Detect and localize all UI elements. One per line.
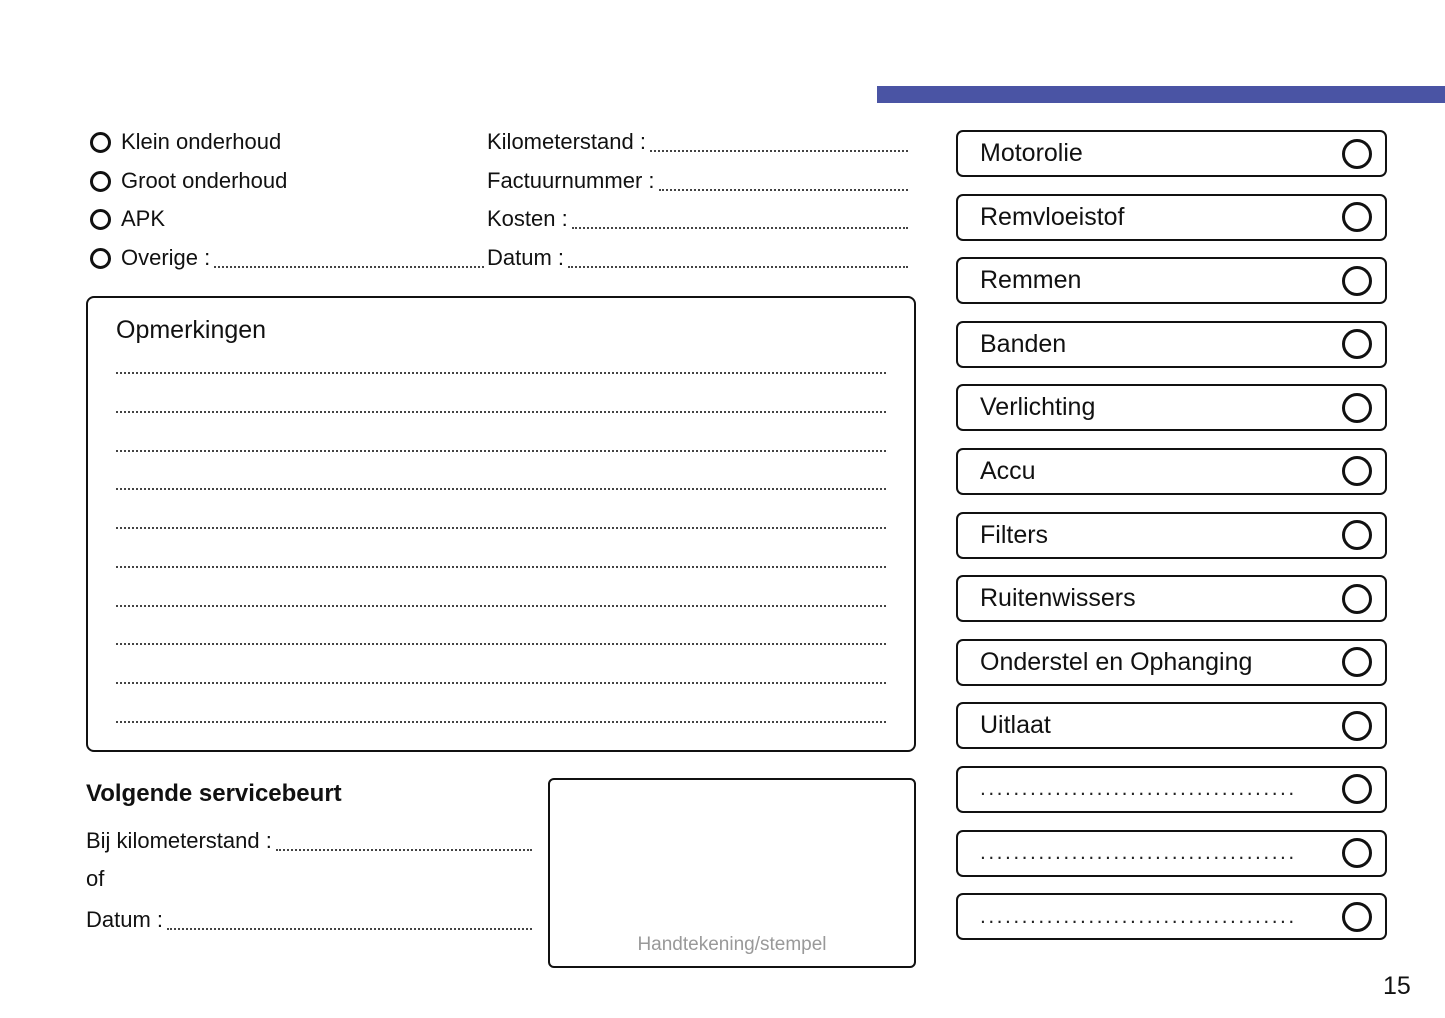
field-kosten [487, 204, 908, 234]
check-circle[interactable] [1342, 139, 1372, 169]
signature-box [548, 778, 916, 968]
service-option-label: Groot onderhoud [121, 168, 288, 193]
next-service-km-field [86, 826, 532, 856]
radio-circle[interactable] [90, 132, 111, 153]
check-circle[interactable] [1342, 520, 1372, 550]
field-label: Kilometerstand : [487, 129, 646, 154]
next-service-date-field [86, 905, 532, 935]
remark-line [116, 488, 886, 490]
checklist-item-ruitenwissers [956, 575, 1387, 622]
kilometerstand-fill-line [650, 150, 908, 152]
check-circle[interactable] [1342, 266, 1372, 296]
next-service-km-fill-line [276, 849, 532, 851]
service-option-overige [90, 243, 484, 273]
checklist-item-onderstel-en-ophanging [956, 639, 1387, 686]
overige-fill-line [214, 266, 484, 268]
checklist-item-label: ...................................... [980, 904, 1297, 928]
checklist-item-filters [956, 512, 1387, 559]
remarks-box [86, 296, 916, 752]
checklist-item-label: Accu [980, 456, 1036, 485]
check-circle[interactable] [1342, 774, 1372, 804]
remarks-title: Opmerkingen [116, 316, 267, 344]
remark-line [116, 372, 886, 374]
remark-line [116, 682, 886, 684]
field-label: Datum : [487, 245, 565, 270]
checklist [956, 130, 1387, 940]
check-circle[interactable] [1342, 902, 1372, 932]
check-circle[interactable] [1342, 647, 1372, 677]
checklist-item-empty-3 [956, 893, 1387, 940]
service-option-klein-onderhoud [90, 127, 281, 157]
field-label: Kosten : [487, 206, 568, 231]
kosten-fill-line [572, 227, 908, 229]
checklist-item-verlichting [956, 384, 1387, 431]
service-option-label: APK [121, 206, 166, 231]
signature-label: Handtekening/stempel [637, 934, 827, 955]
radio-circle[interactable] [90, 171, 111, 192]
checklist-item-accu [956, 448, 1387, 495]
service-option-label: Klein onderhoud [121, 129, 282, 154]
remark-line [116, 605, 886, 607]
remark-line [116, 566, 886, 568]
datum-fill-line [568, 266, 908, 268]
page-number: 15 [1383, 972, 1411, 1000]
check-circle[interactable] [1342, 202, 1372, 232]
next-service-date-label: Datum : [86, 907, 164, 932]
factuurnummer-fill-line [659, 189, 909, 191]
checklist-item-label: Verlichting [980, 393, 1096, 422]
remark-line [116, 527, 886, 529]
check-circle[interactable] [1342, 329, 1372, 359]
radio-circle[interactable] [90, 209, 111, 230]
remark-line [116, 411, 886, 413]
next-service-km-label: Bij kilometerstand : [86, 828, 272, 853]
radio-circle[interactable] [90, 248, 111, 269]
checklist-item-remvloeistof [956, 194, 1387, 241]
checklist-item-label: Remvloeistof [980, 202, 1125, 231]
check-circle[interactable] [1342, 393, 1372, 423]
checklist-item-label: Uitlaat [980, 711, 1051, 740]
checklist-item-label: ...................................... [980, 777, 1297, 801]
checklist-item-label: Ruitenwissers [980, 584, 1136, 613]
checklist-item-label: Motorolie [980, 139, 1083, 167]
service-option-label: Overige : [121, 245, 211, 270]
service-option-apk [90, 204, 165, 234]
field-label: Factuurnummer : [487, 168, 655, 193]
next-service-date-fill-line [167, 928, 532, 930]
checklist-item-label: Onderstel en Ophanging [980, 647, 1253, 676]
checklist-item-motorolie [956, 130, 1387, 177]
remark-line [116, 643, 886, 645]
next-service-or-label: of [86, 866, 105, 891]
accent-bar [877, 86, 1445, 103]
field-factuurnummer [487, 166, 908, 196]
service-option-groot-onderhoud [90, 166, 287, 196]
checklist-item-remmen [956, 257, 1387, 304]
check-circle[interactable] [1342, 456, 1372, 486]
next-service-title: Volgende servicebeurt [86, 780, 342, 807]
checklist-item-uitlaat [956, 702, 1387, 749]
checklist-item-banden [956, 321, 1387, 368]
checklist-item-empty-1 [956, 766, 1387, 813]
check-circle[interactable] [1342, 584, 1372, 614]
checklist-item-label: Remmen [980, 266, 1082, 295]
checklist-item-label: ...................................... [980, 841, 1297, 865]
checklist-item-empty-2 [956, 830, 1387, 877]
check-circle[interactable] [1342, 838, 1372, 868]
checklist-item-label: Filters [980, 520, 1049, 549]
checklist-item-label: Banden [980, 329, 1067, 358]
remark-line [116, 450, 886, 452]
field-datum [487, 243, 908, 273]
field-kilometerstand [487, 127, 908, 157]
remark-line [116, 721, 886, 723]
check-circle[interactable] [1342, 711, 1372, 741]
